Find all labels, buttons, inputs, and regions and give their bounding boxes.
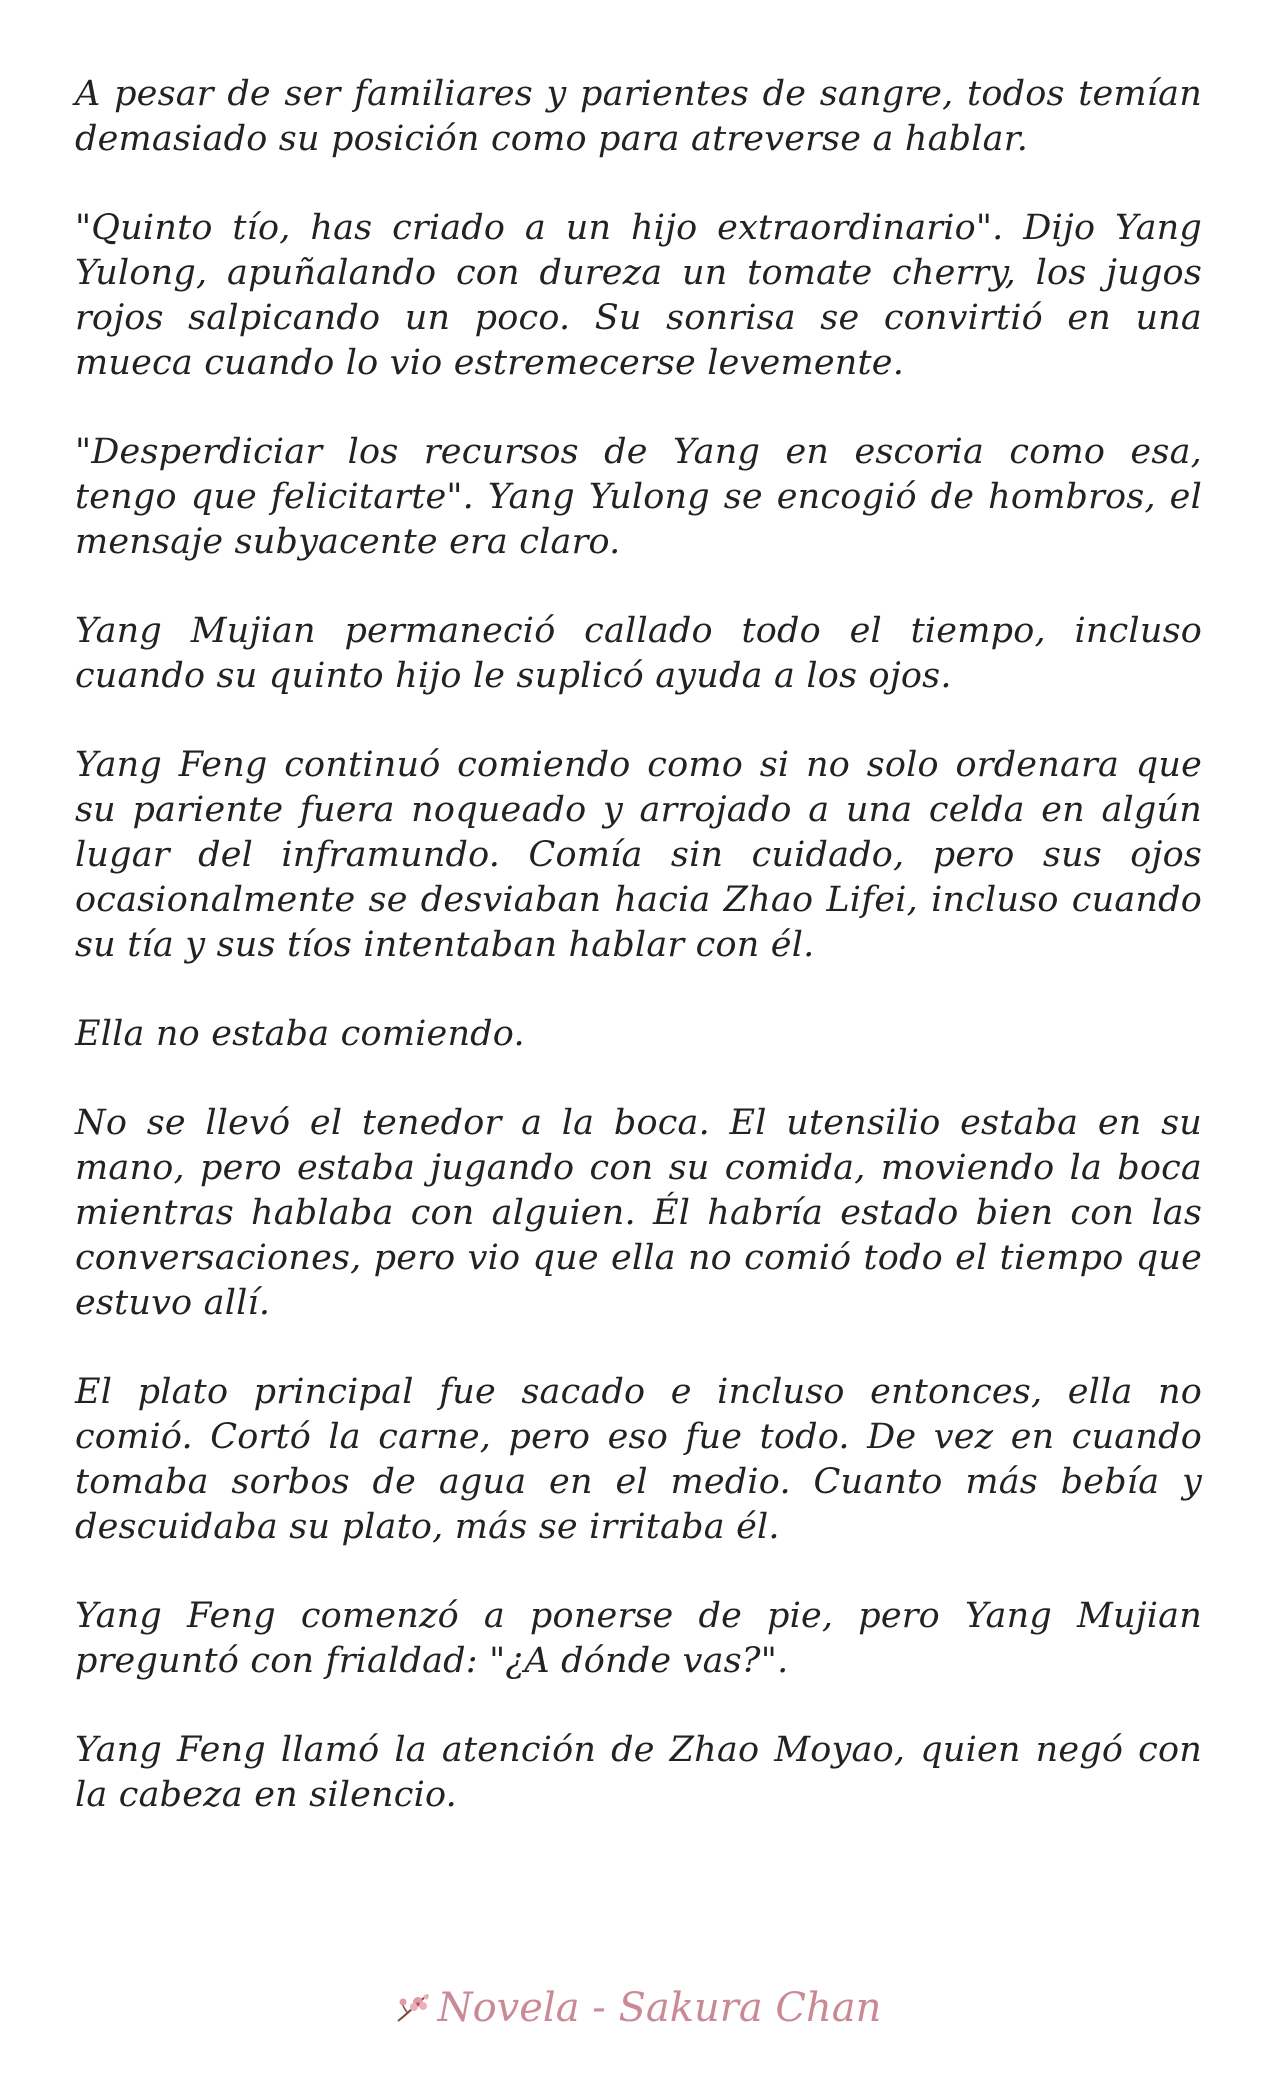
watermark-footer <box>0 1985 1275 2031</box>
paragraph: No se llevó el tenedor a la boca. El utensilio estaba en su mano, pero estaba jugando con su comida, moviendo la boca mientras hablaba con alguien. Él habría estado bien con las conversaciones, pero vio que ella no comió todo el tiempo que estuvo allí. <box>75 1103 1202 1323</box>
document-body <box>75 72 1202 1862</box>
sakura-flower-icon <box>394 1989 432 2023</box>
paragraph: Yang Feng llamó la atención de Zhao Moyao, quien negó con la cabeza en silencio. <box>75 1730 1202 1815</box>
paragraph: A pesar de ser familiares y parientes de sangre, todos temían demasiado su posición como para atreverse a hablar. <box>75 74 1202 159</box>
paragraph: Yang Mujian permaneció callado todo el tiempo, incluso cuando su quinto hijo le suplicó ayuda a los ojos. <box>75 611 1202 696</box>
paragraph: "Quinto tío, has criado a un hijo extraordinario". Dijo Yang Yulong, apuñalando con dureza un tomate cherry, los jugos rojos salpicando un poco. Su sonrisa se convirtió en una mueca cuando lo vio estremecerse levemente. <box>75 208 1202 383</box>
paragraph: "Desperdiciar los recursos de Yang en escoria como esa, tengo que felicitarte". Yang Yulong se encogió de hombros, el mensaje subyacente era claro. <box>75 432 1202 562</box>
paragraph: Yang Feng comenzó a ponerse de pie, pero Yang Mujian preguntó con frialdad: "¿A dónde vas?". <box>75 1596 1202 1681</box>
watermark-text: Novela - Sakura Chan <box>437 1985 882 2031</box>
paragraph: El plato principal fue sacado e incluso entonces, ella no comió. Cortó la carne, pero eso fue todo. De vez en cuando tomaba sorbos de agua en el medio. Cuanto más bebía y descuidaba su plato, más se irritaba él. <box>75 1372 1202 1547</box>
paragraph: Yang Feng continuó comiendo como si no solo ordenara que su pariente fuera noqueado y arrojado a una celda en algún lugar del inframundo. Comía sin cuidado, pero sus ojos ocasionalmente se desviaban hacia Zhao Lifei, incluso cuando su tía y sus tíos intentaban hablar con él. <box>75 745 1202 965</box>
paragraph: Ella no estaba comiendo. <box>75 1014 525 1054</box>
